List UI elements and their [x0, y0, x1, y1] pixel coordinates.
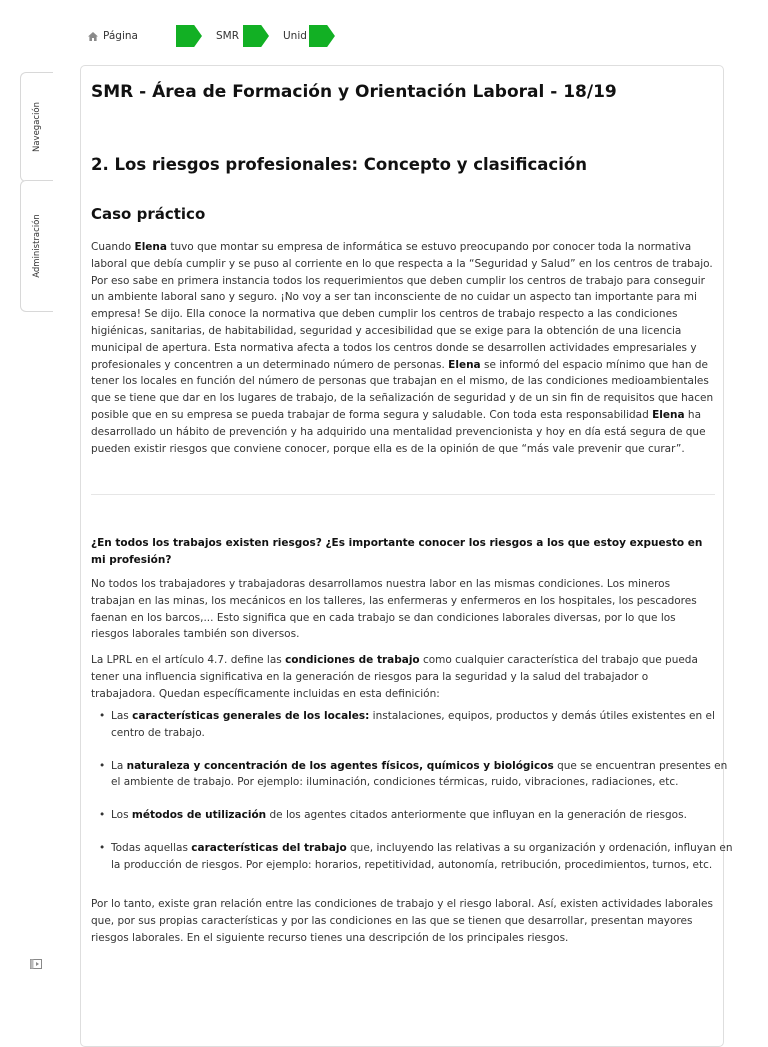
text-span: Cuando: [91, 241, 135, 253]
question-paragraph: ¿En todos los trabajos existen riesgos? ¿Es importante conocer los riesgos a los que estoy expuesto en mi profesión?: [91, 537, 703, 566]
paragraph-lprl: [91, 652, 715, 702]
conditions-list: [91, 708, 735, 874]
bold-name: Elena: [448, 358, 481, 371]
list-item: [111, 840, 735, 874]
section-title: 2. Los riesgos profesionales: Concepto y clasificación: [91, 155, 587, 174]
breadcrumb-separator-arrow: [243, 25, 269, 47]
bold-term: métodos de utilización: [131, 809, 267, 822]
breadcrumb-separator-arrow: [176, 25, 202, 47]
text-span: que se encuentran presentes en el ambiente de trabajo. Por ejemplo: iluminación, condiciones térmicas, ruido, vibraciones, radiaciones, etc.: [111, 759, 728, 789]
bold-term: naturaleza y concentración de los agentes físicos, químicos y biológicos: [126, 759, 554, 772]
bold-term: características del trabajo: [191, 841, 347, 854]
breadcrumb: [88, 22, 339, 50]
paragraph-conclusion: Por lo tanto, existe gran relación entre las condiciones de trabajo y el riesgo laboral. Así, existen actividades laborales que, por sus propias características y por las condiciones en las que se tienen que desarrollar, presentan mayores riesgos laborales. En el siguiente recurso tienes una descripción de los principales riesgos.: [91, 898, 713, 944]
bold-term: condiciones de trabajo: [285, 654, 420, 666]
sidebar-tab-label: Navegación: [32, 101, 42, 153]
course-title: SMR - Área de Formación y Orientación Laboral - 18/19: [91, 82, 617, 102]
text-span: Las: [111, 710, 133, 722]
dock-toggle-icon[interactable]: [30, 958, 42, 970]
case-heading: Caso práctico: [91, 205, 206, 223]
bold-term: características generales de los locales:: [132, 710, 370, 722]
bold-name: Elena: [134, 241, 167, 253]
breadcrumb-separator-arrow: [309, 25, 335, 47]
text-span: de los agentes citados anteriormente que influyan en la generación de riesgos.: [266, 809, 687, 822]
text-span: ha desarrollado un hábito de prevención y ha adquirido una mentalidad prevencionista y hoy en día está segura de que pueden existir riesgos que conviene conocer, porque ella es de la opinión de que “más vale prevenir que curar”.: [91, 408, 706, 455]
text-span: La LPRL en el artículo 4.7. define las: [91, 654, 286, 666]
list-item: [111, 708, 735, 742]
text-span: instalaciones, equipos, productos y demás útiles existentes en el centro de trabajo.: [111, 710, 715, 739]
sidebar-tab-administracion[interactable]: [20, 180, 53, 312]
home-icon: [88, 32, 98, 41]
breadcrumb-item-smr[interactable]: SMR: [215, 30, 239, 42]
text-span: Los: [111, 809, 132, 822]
text-span: se informó del espacio mínimo que han de tener los locales en función del número de personas que trabajan en el mismo, de las condiciones medioambientales que se tiene que dar en los lugares de trabajo, de la señalización de seguridad y de un sin fin de requisitos que hacen posible que en su empresa se pueda trabajar de forma segura y saludable. Con toda esta responsabilidad: [91, 358, 714, 421]
text-span: que, incluyendo las relativas a su organización y ordenación, influyan en la producción de riesgos. Por ejemplo: horarios, repetitividad, autonomía, retribución, procedimientos, turnos, etc.: [111, 841, 733, 871]
case-paragraph: [91, 239, 715, 457]
breadcrumb-home-label[interactable]: Página: [103, 30, 138, 42]
sidebar-tab-label: Administración: [32, 214, 42, 278]
bold-name: Elena: [652, 408, 685, 421]
text-span: como cualquier característica del trabajo que pueda tener una influencia significativa en la generación de riesgos para la seguridad y la salud del trabajador o trabajadora. Quedan específicamente incluidas en esta definición:: [91, 654, 698, 700]
divider: [91, 494, 715, 495]
list-item: [111, 807, 735, 824]
paragraph-workers: No todos los trabajadores y trabajadoras desarrollamos nuestra labor en las mismas condiciones. Los mineros trabajan en las minas, los mecánicos en los talleres, las enfermeras y enfermeros en los hospitales, los pescadores faenan en los barcos,... Esto significa que en cada trabajo se dan condiciones laborales diversas, por lo que los riesgos laborales también son diversos.: [91, 578, 697, 641]
content-card: [80, 65, 733, 1047]
list-item: [111, 758, 735, 792]
text-span: La: [111, 759, 127, 772]
breadcrumb-home[interactable]: [88, 30, 138, 42]
text-span: Todas aquellas: [111, 841, 192, 854]
sidebar-tab-navegacion[interactable]: [20, 72, 53, 182]
breadcrumb-item-unid[interactable]: Unid: [283, 30, 307, 42]
text-span: tuvo que montar su empresa de informática se estuvo preocupando por conocer toda la normativa laboral que debía cumplir y se puso al corriente en lo que respecta a la “Seguridad y Salud” en los centros de trabajo. Por eso sabe en primera instancia todos los requerimientos que deben cumplir los centros de trabajo para conseguir un ambiente laboral sano y seguro. ¡No voy a ser tan inconsciente de no cuidar un aspecto tan importante para mi empresa! Se dijo. Ella conoce la normativa que deben cumplir los centros de trabajo respecto a las condiciones higiénicas, sanitarias, de habitabilidad, seguridad y accesibilidad que se exige para la obtención de una licencia municipal de apertura. Esta normativa afecta a todos los centros donde se desarrollen actividades empresariales y profesionales y concentren a un determinado número de personas.: [91, 241, 713, 371]
